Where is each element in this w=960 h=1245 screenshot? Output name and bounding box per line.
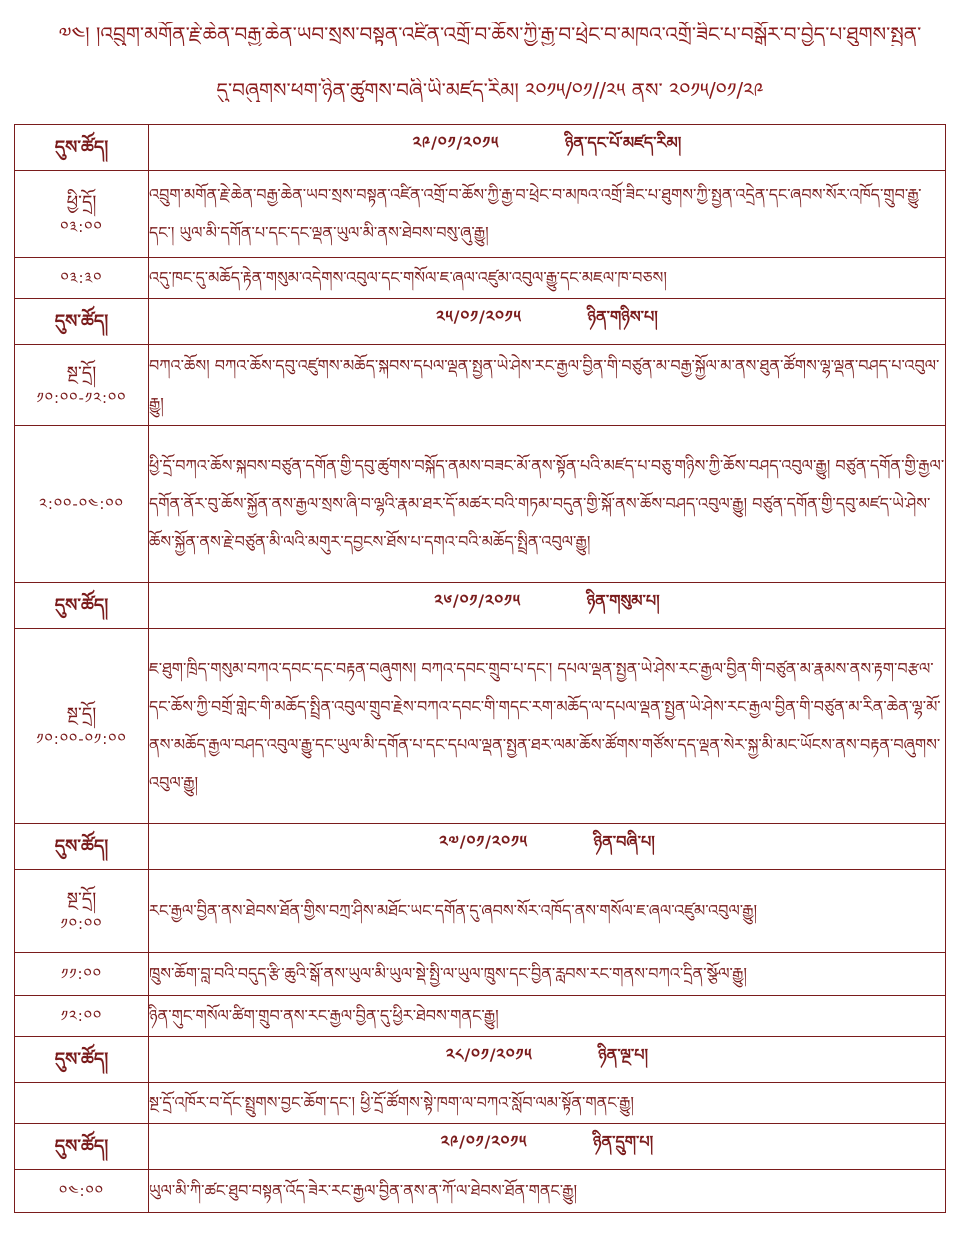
time-column-header: དུས་ཚོད།	[15, 125, 149, 171]
day-date: ༢༧/༠༡/༢༠༡༥	[439, 832, 528, 851]
time-cell	[15, 345, 149, 426]
activity-description: འབྲུག་མགོན་རྗེ་ཆེན་བརྒྱ་ཆེན་ཡབ་སྲས་བསྟན་འཛིན་འགྲོ་བ་ཆོས་ཀྱི་རྒྱ་བ་ཕྲེང་བ་མཁའ་འགྲོ་ཟིང་པ་ཐུགས་ཀྱི་སྤྱན་འདྲེན་དང་ཞབས་སོར་འཁོད་གྲུབ་རྒྱུ་དང་། ཡུལ་མི་དགོན་པ་དང་དང་ལྡན་ཡུལ་མི་ནས་ཐེབས་བསུ་ཞུ་རྒྱུ།	[149, 171, 946, 258]
day-date: ༢༥/༠༡/༢༠༡༥	[436, 307, 522, 326]
day-header-row	[15, 1124, 946, 1170]
time-column-header: དུས་ཚོད།	[15, 583, 149, 629]
time-hours: ༡༠:༠༠-༡༢:༠༠	[36, 389, 127, 408]
schedule-row	[15, 870, 946, 953]
day-header	[149, 125, 946, 171]
day-name: ཉིན་དང་པོ་མཛད་རིམ།	[564, 133, 682, 152]
document-title-line-1: ༧༤། །འབྲུག་མགོན་རྗེ་ཆེན་བརྒྱ་ཆེན་ཡབ་སྲས་བསྟན་འཛིན་འགྲོ་བ་ཆོས་ཀྱི་རྒྱ་བ་ཕྲེང་བ་མཁའ་འགྲོ་ཟིང་པ་བསྒོར་བ་བྱེད་པ་ཐུགས་སྤྱན་	[58, 22, 922, 46]
time-cell	[15, 870, 149, 953]
time-cell	[15, 1170, 149, 1213]
day-header-row	[15, 1037, 946, 1083]
day-date: ༢༩/༠༡/༢༠༡༥	[412, 133, 500, 152]
time-period: སྔ་དྲོ།	[66, 704, 97, 726]
time-hours: ༡༡:༠༠	[60, 964, 103, 983]
activity-description: ཡུལ་མི་ཀི་ཚང་ཐུབ་བསྟན་འོད་ཟེར་རང་རྒྱལ་བྱིན་ནས་ན་ཀོ་ལ་ཐེབས་ཐོན་གནང་རྒྱུ།	[149, 1170, 946, 1213]
schedule-row	[15, 426, 946, 583]
time-column-header: དུས་ཚོད།	[15, 1124, 149, 1170]
day-name: ཉིན་གསུམ་པ།	[586, 591, 660, 610]
day-header-row	[15, 824, 946, 870]
day-header	[149, 583, 946, 629]
time-hours: ༡༢:༠༠	[60, 1006, 103, 1025]
time-column-header: དུས་ཚོད།	[15, 1037, 149, 1083]
time-column-header: དུས་ཚོད།	[15, 824, 149, 870]
time-cell	[15, 171, 149, 258]
time-cell	[15, 258, 149, 299]
day-name: ཉིན་དྲུག་པ།	[592, 1132, 654, 1151]
activity-description: རང་རྒྱལ་བྱིན་ནས་ཐེབས་ཐོན་གྱིས་བཀྲ་ཤིས་མཐོང་ཡང་དགོན་དུ་ཞབས་སོར་འཁོད་ནས་གསོལ་ཇ་ཞལ་འཛུམ་འབུལ་རྒྱུ།	[149, 870, 946, 953]
time-cell	[15, 426, 149, 583]
schedule-row	[15, 345, 946, 426]
schedule-row	[15, 1083, 946, 1124]
time-hours: ༠༤:༠༠	[58, 1181, 105, 1200]
day-date: ༢༩/༠༡/༢༠༡༥	[440, 1132, 528, 1151]
document-title-line-2: དུ་བཞུགས་ཕག་ཉིན་ཚུགས་བཞི་ཡི་མཛད་རིམ། ༢༠༡༥/༠༡//༢༥ ནས་ ༢༠༡༥/༠༡/༢༩	[216, 78, 764, 102]
day-header-row	[15, 125, 946, 171]
time-hours: ༢:༠༠-༠༤:༠༠	[39, 494, 124, 513]
time-cell	[15, 1083, 149, 1124]
schedule-row	[15, 629, 946, 824]
time-cell	[15, 996, 149, 1037]
activity-description: ཉིན་གུང་གསོལ་ཚིག་གྲུབ་ནས་རང་རྒྱལ་བྱིན་དུ་ཕྱིར་ཐེབས་གནང་རྒྱུ།	[149, 996, 946, 1037]
day-name: ཉིན་གཉིས་པ།	[587, 307, 658, 326]
time-hours: ༡༠:༠༠	[60, 915, 103, 934]
time-period: ཕྱི་དྲོ།	[66, 192, 97, 214]
activity-description: ཕྱི་དྲོ་བཀའ་ཆོས་སྐབས་བཙུན་དགོན་གྱི་དབུ་ཚུགས་བསྐོད་ནམས་བཟང་མོ་ནས་སྟོན་པའི་མཛད་པ་བཅུ་གཉིས་ཀྱི་ཆོས་བཤད་འབུལ་རྒྱུ། བཙུན་དགོན་གྱི་རྒྱལ་དགོན་ནོར་བུ་ཆོས་སྐྱོན་ནས་རྒྱལ་སྲས་ཞི་བ་ལྷའི་རྣམ་ཐར་དོ་མཚར་བའི་གཏམ་བདུན་གྱི་སྐོ་ནས་ཆོས་བཤད་འབུལ་རྒྱུ། བཙུན་དགོན་གྱི་དབུ་མཛད་ཡེ་ཤེས་ཆོས་སྐྱོན་ནས་རྗེ་བཙུན་མི་ལའི་མགུར་དབྱངས་ཐོས་པ་དགའ་བའི་མཆོད་སྤྲིན་འབུལ་རྒྱུ།	[149, 426, 946, 583]
day-name: ཉིན་ལྔ་པ།	[598, 1045, 649, 1064]
time-period: སྔ་དྲོ།	[66, 889, 97, 911]
time-hours: ༡༠:༠༠-༠༡:༠༠	[36, 730, 127, 749]
time-hours: ༠༣:༣༠	[60, 268, 103, 287]
activity-description: ཁྲུས་ཆོག་བླ་བའི་བདུད་རྩི་ཆུའི་སྒོ་ནས་ཡུལ་མི་ཡུལ་སྡེ་སྤྱི་ལ་ཡུལ་ཁྲུས་དང་བྱིན་རླབས་རང་གནས་བཀའ་དྲིན་སྩོལ་རྒྱུ།	[149, 953, 946, 996]
time-cell	[15, 953, 149, 996]
time-hours: ༠༣:༠༠	[60, 218, 103, 237]
activity-description: ཇ་ཐུག་ཁྲིད་གསུམ་བཀའ་དབང་དང་བརྟན་བཞུགས། བཀའ་དབང་གྲུབ་པ་དང་། དཔལ་ལྡན་སྤྱན་ཡེ་ཤེས་རང་རྒྱལ་བྱིན་གི་བཙུན་མ་རྣམས་ནས་རྟག་བརྩལ་དང་ཆོས་ཀྱི་བགྲོ་གླེང་གི་མཆོད་སྤྲིན་འབུལ་གྲུབ་རྗེས་བཀའ་དབང་གི་གདང་རག་མཆོད་ལ་དཔལ་ལྡན་སྤྱན་ཡེ་ཤེས་རང་རྒྱལ་བྱིན་གི་བཙུན་མ་རིན་ཆེན་ལྷ་མོ་ནས་མཆོད་རྒྱལ་བཤད་འབུལ་རྒྱུ་དང་ཡུལ་མི་དགོན་པ་དང་དཔལ་ལྡན་སྤྱན་ཐར་ལམ་ཆོས་ཚོགས་གཙོས་དད་ལྡན་སེར་སྐྱ་མི་མང་ཡོངས་ནས་བརྟན་བཞུགས་འབུལ་རྒྱུ།	[149, 629, 946, 824]
day-name: ཉིན་བཞི་པ།	[593, 832, 655, 851]
day-header-row	[15, 299, 946, 345]
time-cell	[15, 629, 149, 824]
schedule-row	[15, 953, 946, 996]
time-column-header: དུས་ཚོད།	[15, 299, 149, 345]
schedule-row	[15, 1170, 946, 1213]
time-period: སྔ་དྲོ།	[66, 363, 97, 385]
day-header	[149, 1037, 946, 1083]
day-header-row	[15, 583, 946, 629]
activity-description: འདུ་ཁང་དུ་མཆོད་རྟེན་གསུམ་འདེགས་འབུལ་དང་གསོལ་ཇ་ཞལ་འཛུམ་འབུལ་རྒྱུ་དང་མཇལ་ཁ་བཅས།	[149, 258, 946, 299]
day-header	[149, 1124, 946, 1170]
schedule-row	[15, 996, 946, 1037]
day-header	[149, 299, 946, 345]
day-date: ༢༦/༠༡/༢༠༡༥	[434, 591, 522, 610]
schedule-row	[15, 171, 946, 258]
schedule-table	[14, 124, 946, 1213]
schedule-row	[15, 258, 946, 299]
day-date: ༢༨/༠༡/༢༠༡༥	[445, 1045, 533, 1064]
activity-description: སྔ་དྲོ་འཁོར་བ་དོང་སྤྲུགས་བྱང་ཆོག་དང་། ཕྱི་དྲོ་ཚོགས་སྟེ་ཁག་ལ་བཀའ་སློབ་ལམ་སྟོན་གནང་རྒྱུ།	[149, 1083, 946, 1124]
day-header	[149, 824, 946, 870]
activity-description: བཀའ་ཆོས། བཀའ་ཆོས་དབུ་འཛུགས་མཆོད་སྐབས་དཔལ་ལྡན་སྤྱན་ཡེ་ཤེས་རང་རྒྱལ་བྱིན་གི་བཙུན་མ་བརྒྱ་སྐྱོལ་མ་ནས་ཐུན་ཚོགས་ལྷ་ལྡན་བཤད་པ་འབུལ་རྒྱུ།	[149, 345, 946, 426]
